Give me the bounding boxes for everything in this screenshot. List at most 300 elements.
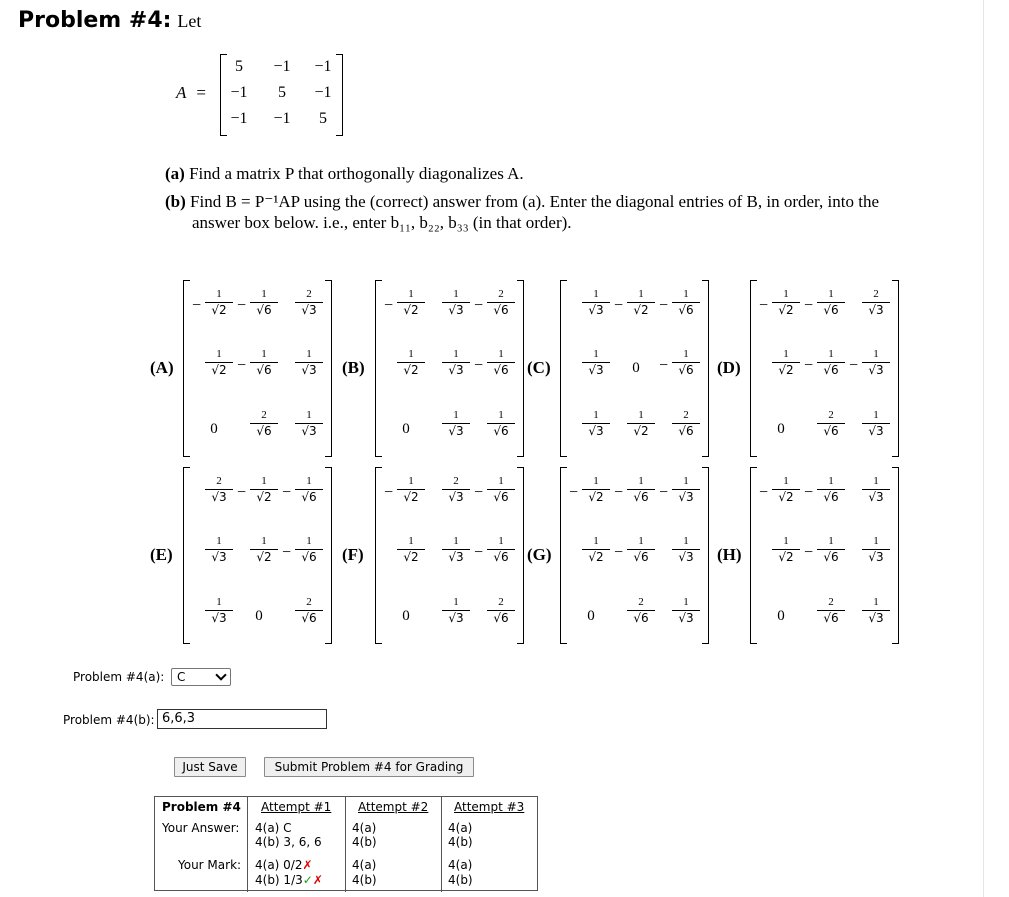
denominator: √6 (256, 303, 272, 317)
attempt-3-link[interactable]: Attempt #3 (454, 800, 525, 814)
numerator: 2 (683, 409, 689, 421)
denominator: √6 (256, 363, 272, 377)
denominator: √3 (678, 490, 694, 504)
denominator: √2 (778, 550, 794, 564)
numerator: 1 (216, 535, 222, 547)
denominator: √6 (493, 424, 509, 438)
matrix-entry (473, 473, 519, 517)
numerator: 1 (261, 348, 267, 360)
numerator: 1 (873, 348, 879, 360)
denominator: √6 (823, 490, 839, 504)
denominator: √3 (301, 363, 317, 377)
attempt-3-answer-a: 4(a) (448, 821, 473, 835)
matrix-a-entry: −1 (314, 58, 332, 75)
denominator: √2 (778, 303, 794, 317)
matrix-entry (473, 533, 519, 577)
matrix-entry (613, 533, 659, 577)
choice-left-bracket (560, 280, 567, 457)
denominator: √3 (448, 303, 464, 317)
denominator: √2 (633, 424, 649, 438)
minus-sign: − (236, 357, 247, 374)
problem-title (18, 8, 201, 33)
minus-sign: − (758, 297, 769, 314)
matrix-entry (236, 286, 282, 330)
denominator: √3 (448, 490, 464, 504)
choice-left-bracket (750, 280, 757, 457)
matrix-entry-zero: 0 (402, 421, 410, 437)
matrix-entry (428, 594, 474, 638)
denominator: √3 (211, 611, 227, 625)
denominator: √3 (448, 550, 464, 564)
answer-b-input[interactable] (157, 709, 327, 729)
numerator: 1 (306, 348, 312, 360)
minus-sign: − (658, 357, 669, 374)
minus-sign: − (658, 297, 669, 314)
numerator: 1 (408, 288, 414, 300)
numerator: 2 (828, 409, 834, 421)
choice-left-bracket (560, 467, 567, 644)
matrix-a-entry: 5 (319, 110, 327, 127)
numerator: 1 (828, 348, 834, 360)
numerator: 1 (683, 348, 689, 360)
numerator: 1 (638, 288, 644, 300)
matrix-entry (236, 533, 282, 577)
matrix-entry (383, 533, 429, 577)
minus-sign: − (758, 484, 769, 501)
matrix-entry (428, 473, 474, 517)
numerator: 1 (683, 475, 689, 487)
matrix-a-entry: −1 (230, 84, 248, 101)
matrix-entry (568, 286, 614, 330)
matrix-entry (473, 286, 519, 330)
numerator: 1 (453, 535, 459, 547)
denominator: √6 (493, 363, 509, 377)
matrix-entry (613, 286, 659, 330)
matrix-entry (281, 594, 327, 638)
matrix-entry-zero: 0 (777, 421, 785, 437)
numerator: 1 (783, 348, 789, 360)
check-icon: ✓ (302, 873, 313, 887)
question-a-text: Find a matrix P that orthogonally diagonalizes A. (189, 164, 524, 183)
matrix-entry (758, 473, 804, 517)
matrix-entry (236, 407, 282, 451)
chevron-down-icon (215, 669, 226, 680)
choice-left-bracket (183, 467, 190, 644)
matrix-entry (613, 594, 659, 638)
choice-label: (H) (717, 545, 742, 564)
matrix-entry (658, 594, 704, 638)
denominator: √6 (678, 363, 694, 377)
matrix-entry (428, 286, 474, 330)
denominator: √6 (493, 490, 509, 504)
intro-text: Let (177, 11, 202, 31)
numerator: 2 (498, 288, 504, 300)
numerator: 2 (306, 596, 312, 608)
matrix-entry (848, 594, 894, 638)
numerator: 1 (408, 535, 414, 547)
question-a (165, 163, 524, 184)
attempts-table (154, 796, 538, 891)
minus-sign: − (848, 357, 859, 374)
denominator: √3 (588, 424, 604, 438)
minus-sign: − (281, 544, 292, 561)
numerator: 1 (216, 348, 222, 360)
matrix-entry (803, 286, 849, 330)
minus-sign: − (281, 484, 292, 501)
equals-sign: = (196, 83, 206, 102)
denominator: √2 (403, 363, 419, 377)
attempt-3-mark-b: 4(b) (448, 873, 473, 887)
matrix-entry (803, 407, 849, 451)
denominator: √2 (256, 490, 272, 504)
denominator: √3 (868, 424, 884, 438)
matrix-a-entry: 5 (235, 58, 243, 75)
attempt-1-link[interactable]: Attempt #1 (261, 800, 332, 814)
matrix-a-symbol: A (176, 83, 187, 102)
denominator: √2 (588, 490, 604, 504)
numerator: 1 (683, 596, 689, 608)
question-b (165, 191, 879, 212)
denominator: √2 (211, 363, 227, 377)
choice-left-bracket (183, 280, 190, 457)
denominator: √3 (678, 611, 694, 625)
numerator: 1 (261, 288, 267, 300)
numerator: 1 (216, 596, 222, 608)
numerator: 1 (593, 348, 599, 360)
minus-sign: − (383, 297, 394, 314)
matrix-entry (473, 407, 519, 451)
minus-sign: − (473, 484, 484, 501)
denominator: √3 (448, 424, 464, 438)
matrix-a-entry: −1 (230, 110, 248, 127)
numerator: 1 (453, 596, 459, 608)
matrix-entry (848, 473, 894, 517)
minus-sign: − (236, 297, 247, 314)
matrix-entry (758, 346, 804, 390)
choice-label: (A) (150, 358, 174, 377)
minus-sign: − (473, 357, 484, 374)
denominator: √6 (301, 611, 317, 625)
choice-label: (E) (150, 545, 173, 564)
matrix-entry (281, 473, 327, 517)
just-save-button[interactable]: Just Save (174, 757, 246, 777)
matrix-entry (236, 346, 282, 390)
minus-sign: − (473, 297, 484, 314)
denominator: √6 (633, 611, 649, 625)
numerator: 1 (873, 409, 879, 421)
minus-sign: − (191, 297, 202, 314)
numerator: 1 (498, 348, 504, 360)
denominator: √2 (588, 550, 604, 564)
denominator: √2 (403, 303, 419, 317)
denominator: √3 (448, 611, 464, 625)
denominator: √3 (678, 550, 694, 564)
matrix-entry (613, 473, 659, 517)
matrix-a-entry: −1 (273, 110, 291, 127)
matrix-entry (658, 286, 704, 330)
answer-b-value: 6,6,3 (162, 711, 196, 726)
denominator: √2 (256, 550, 272, 564)
denominator: √3 (211, 550, 227, 564)
denominator: √2 (633, 303, 649, 317)
attempt-2-mark-b: 4(b) (352, 873, 377, 887)
denominator: √3 (301, 424, 317, 438)
numerator: 2 (828, 596, 834, 608)
choice-left-bracket (375, 280, 382, 457)
minus-sign: − (613, 297, 624, 314)
matrix-entry (428, 346, 474, 390)
choice-label: (C) (527, 358, 551, 377)
numerator: 1 (453, 348, 459, 360)
matrix-entry (281, 286, 327, 330)
denominator: √2 (778, 363, 794, 377)
matrix-entry (758, 533, 804, 577)
answer-b-label: Problem #4(b): (63, 713, 155, 727)
numerator: 1 (593, 288, 599, 300)
choice-left-bracket (375, 467, 382, 644)
numerator: 1 (638, 409, 644, 421)
matrix-entry (473, 594, 519, 638)
choice-label: (F) (342, 545, 364, 564)
denominator: √6 (256, 424, 272, 438)
numerator: 2 (216, 475, 222, 487)
matrix-entry (613, 407, 659, 451)
numerator: 1 (306, 535, 312, 547)
denominator: √2 (403, 490, 419, 504)
question-b-line2: answer box below. i.e., enter b₁₁, b₂₂, b₃₃ (in that order). (192, 213, 572, 232)
matrix-entry (383, 473, 429, 517)
numerator: 1 (453, 288, 459, 300)
answer-a-label: Problem #4(a): (73, 670, 165, 684)
numerator: 1 (498, 475, 504, 487)
attempt-3-mark-a: 4(a) (448, 858, 473, 872)
minus-sign: − (613, 484, 624, 501)
problem-number: Problem #4: (18, 8, 172, 33)
numerator: 1 (828, 475, 834, 487)
denominator: √6 (633, 490, 649, 504)
denominator: √6 (823, 550, 839, 564)
matrix-entry (191, 286, 237, 330)
numerator: 1 (873, 475, 879, 487)
denominator: √2 (403, 550, 419, 564)
matrix-entry (191, 346, 237, 390)
denominator: √6 (493, 303, 509, 317)
choice-label: (B) (342, 358, 365, 377)
attempt-2-mark-a: 4(a) (352, 858, 377, 872)
denominator: √6 (678, 424, 694, 438)
numerator: 1 (638, 535, 644, 547)
choice-left-bracket (750, 467, 757, 644)
your-mark-label: Your Mark: (178, 858, 242, 872)
denominator: √3 (868, 490, 884, 504)
minus-sign: − (236, 484, 247, 501)
denominator: √3 (211, 490, 227, 504)
matrix-entry (428, 533, 474, 577)
attempt-1-mark-b (255, 873, 323, 887)
matrix-entry (658, 533, 704, 577)
denominator: √3 (868, 303, 884, 317)
denominator: √6 (823, 424, 839, 438)
denominator: √6 (678, 303, 694, 317)
numerator: 1 (498, 409, 504, 421)
denominator: √3 (868, 363, 884, 377)
numerator: 1 (498, 535, 504, 547)
table-divider (247, 797, 248, 892)
matrix-entry-zero: 0 (632, 360, 640, 376)
matrix-entry-zero: 0 (402, 608, 410, 624)
denominator: √2 (211, 303, 227, 317)
choice-label: (G) (527, 545, 552, 564)
numerator: 1 (783, 288, 789, 300)
numerator: 1 (828, 535, 834, 547)
matrix-a-label (176, 83, 206, 103)
minus-sign: − (568, 484, 579, 501)
denominator: √6 (823, 611, 839, 625)
numerator: 1 (261, 475, 267, 487)
denominator: √3 (301, 303, 317, 317)
matrix-entry-zero: 0 (255, 608, 263, 624)
denominator: √6 (301, 490, 317, 504)
matrix-a-entry: −1 (314, 84, 332, 101)
matrix-entry (568, 407, 614, 451)
attempts-header: Problem #4 (162, 800, 241, 814)
numerator: 2 (498, 596, 504, 608)
matrix-a-entry: 5 (278, 84, 286, 101)
attempt-3-answer-b: 4(b) (448, 835, 473, 849)
minus-sign: − (803, 297, 814, 314)
denominator: √2 (778, 490, 794, 504)
numerator: 1 (216, 288, 222, 300)
matrix-entry (191, 473, 237, 517)
attempt-2-answer-b: 4(b) (352, 835, 377, 849)
denominator: √3 (868, 550, 884, 564)
answer-a-select[interactable] (171, 668, 231, 686)
numerator: 1 (783, 535, 789, 547)
matrix-entry (658, 346, 704, 390)
attempt-1-mark-b-text: 4(b) 1/3 (255, 873, 303, 887)
minus-sign: − (383, 484, 394, 501)
question-b-label: (b) (165, 192, 186, 211)
minus-sign: − (658, 484, 669, 501)
numerator: 2 (638, 596, 644, 608)
page-edge-line (983, 0, 984, 897)
matrix-entry (658, 407, 704, 451)
matrix-entry (568, 533, 614, 577)
matrix-entry (803, 594, 849, 638)
numerator: 1 (683, 535, 689, 547)
matrix-a-entry: −1 (273, 58, 291, 75)
matrix-entry (281, 346, 327, 390)
matrix-entry (848, 533, 894, 577)
matrix-entry-zero: 0 (210, 421, 218, 437)
numerator: 1 (593, 475, 599, 487)
numerator: 1 (453, 409, 459, 421)
matrix-entry (281, 407, 327, 451)
matrix-entry-zero: 0 (587, 608, 595, 624)
matrix-entry (848, 286, 894, 330)
numerator: 2 (261, 409, 267, 421)
denominator: √6 (301, 550, 317, 564)
denominator: √6 (493, 611, 509, 625)
matrix-entry (281, 533, 327, 577)
minus-sign: − (803, 484, 814, 501)
submit-button[interactable]: Submit Problem #4 for Grading (264, 757, 474, 777)
your-answer-label: Your Answer: (162, 821, 240, 835)
denominator: √3 (448, 363, 464, 377)
matrix-entry (383, 286, 429, 330)
minus-sign: − (803, 357, 814, 374)
matrix-entry (568, 346, 614, 390)
numerator: 1 (593, 409, 599, 421)
denominator: √6 (633, 550, 649, 564)
question-a-label: (a) (165, 164, 185, 183)
matrix-entry (236, 473, 282, 517)
table-divider (345, 797, 346, 892)
numerator: 1 (783, 475, 789, 487)
table-divider (441, 797, 442, 892)
matrix-entry (803, 346, 849, 390)
matrix-entry (848, 407, 894, 451)
minus-sign: − (473, 544, 484, 561)
numerator: 1 (408, 348, 414, 360)
matrix-entry (568, 473, 614, 517)
matrix-entry (758, 286, 804, 330)
choice-label: (D) (717, 358, 741, 377)
denominator: √6 (823, 363, 839, 377)
numerator: 1 (828, 288, 834, 300)
attempt-1-mark-a-text: 4(a) 0/2 (255, 858, 303, 872)
numerator: 1 (873, 535, 879, 547)
numerator: 2 (306, 288, 312, 300)
minus-sign: − (613, 544, 624, 561)
numerator: 1 (593, 535, 599, 547)
denominator: √6 (493, 550, 509, 564)
matrix-entry (803, 533, 849, 577)
denominator: √3 (588, 303, 604, 317)
question-b-cont (192, 212, 572, 233)
attempt-1-answer-b: 4(b) 3, 6, 6 (255, 835, 322, 849)
numerator: 2 (873, 288, 879, 300)
matrix-entry (428, 407, 474, 451)
attempt-2-link[interactable]: Attempt #2 (358, 800, 429, 814)
matrix-entry (191, 533, 237, 577)
minus-sign: − (803, 544, 814, 561)
cross-icon: ✗ (302, 858, 313, 872)
matrix-entry (473, 346, 519, 390)
numerator: 1 (408, 475, 414, 487)
attempt-2-answer-a: 4(a) (352, 821, 377, 835)
numerator: 1 (261, 535, 267, 547)
matrix-entry-zero: 0 (777, 608, 785, 624)
matrix-entry (848, 346, 894, 390)
denominator: √6 (823, 303, 839, 317)
cross-icon: ✗ (312, 873, 323, 887)
matrix-entry (383, 346, 429, 390)
numerator: 1 (683, 288, 689, 300)
numerator: 1 (306, 475, 312, 487)
denominator: √3 (588, 363, 604, 377)
attempt-1-answer-a: 4(a) C (255, 821, 292, 835)
answer-a-selected: C (177, 670, 186, 684)
matrix-entry (803, 473, 849, 517)
numerator: 1 (873, 596, 879, 608)
question-b-line1: Find B = P⁻¹AP using the (correct) answer from (a). Enter the diagonal entries of B, in order, into the (190, 192, 879, 211)
denominator: √3 (868, 611, 884, 625)
numerator: 2 (453, 475, 459, 487)
numerator: 1 (638, 475, 644, 487)
matrix-entry (191, 594, 237, 638)
matrix-entry (658, 473, 704, 517)
